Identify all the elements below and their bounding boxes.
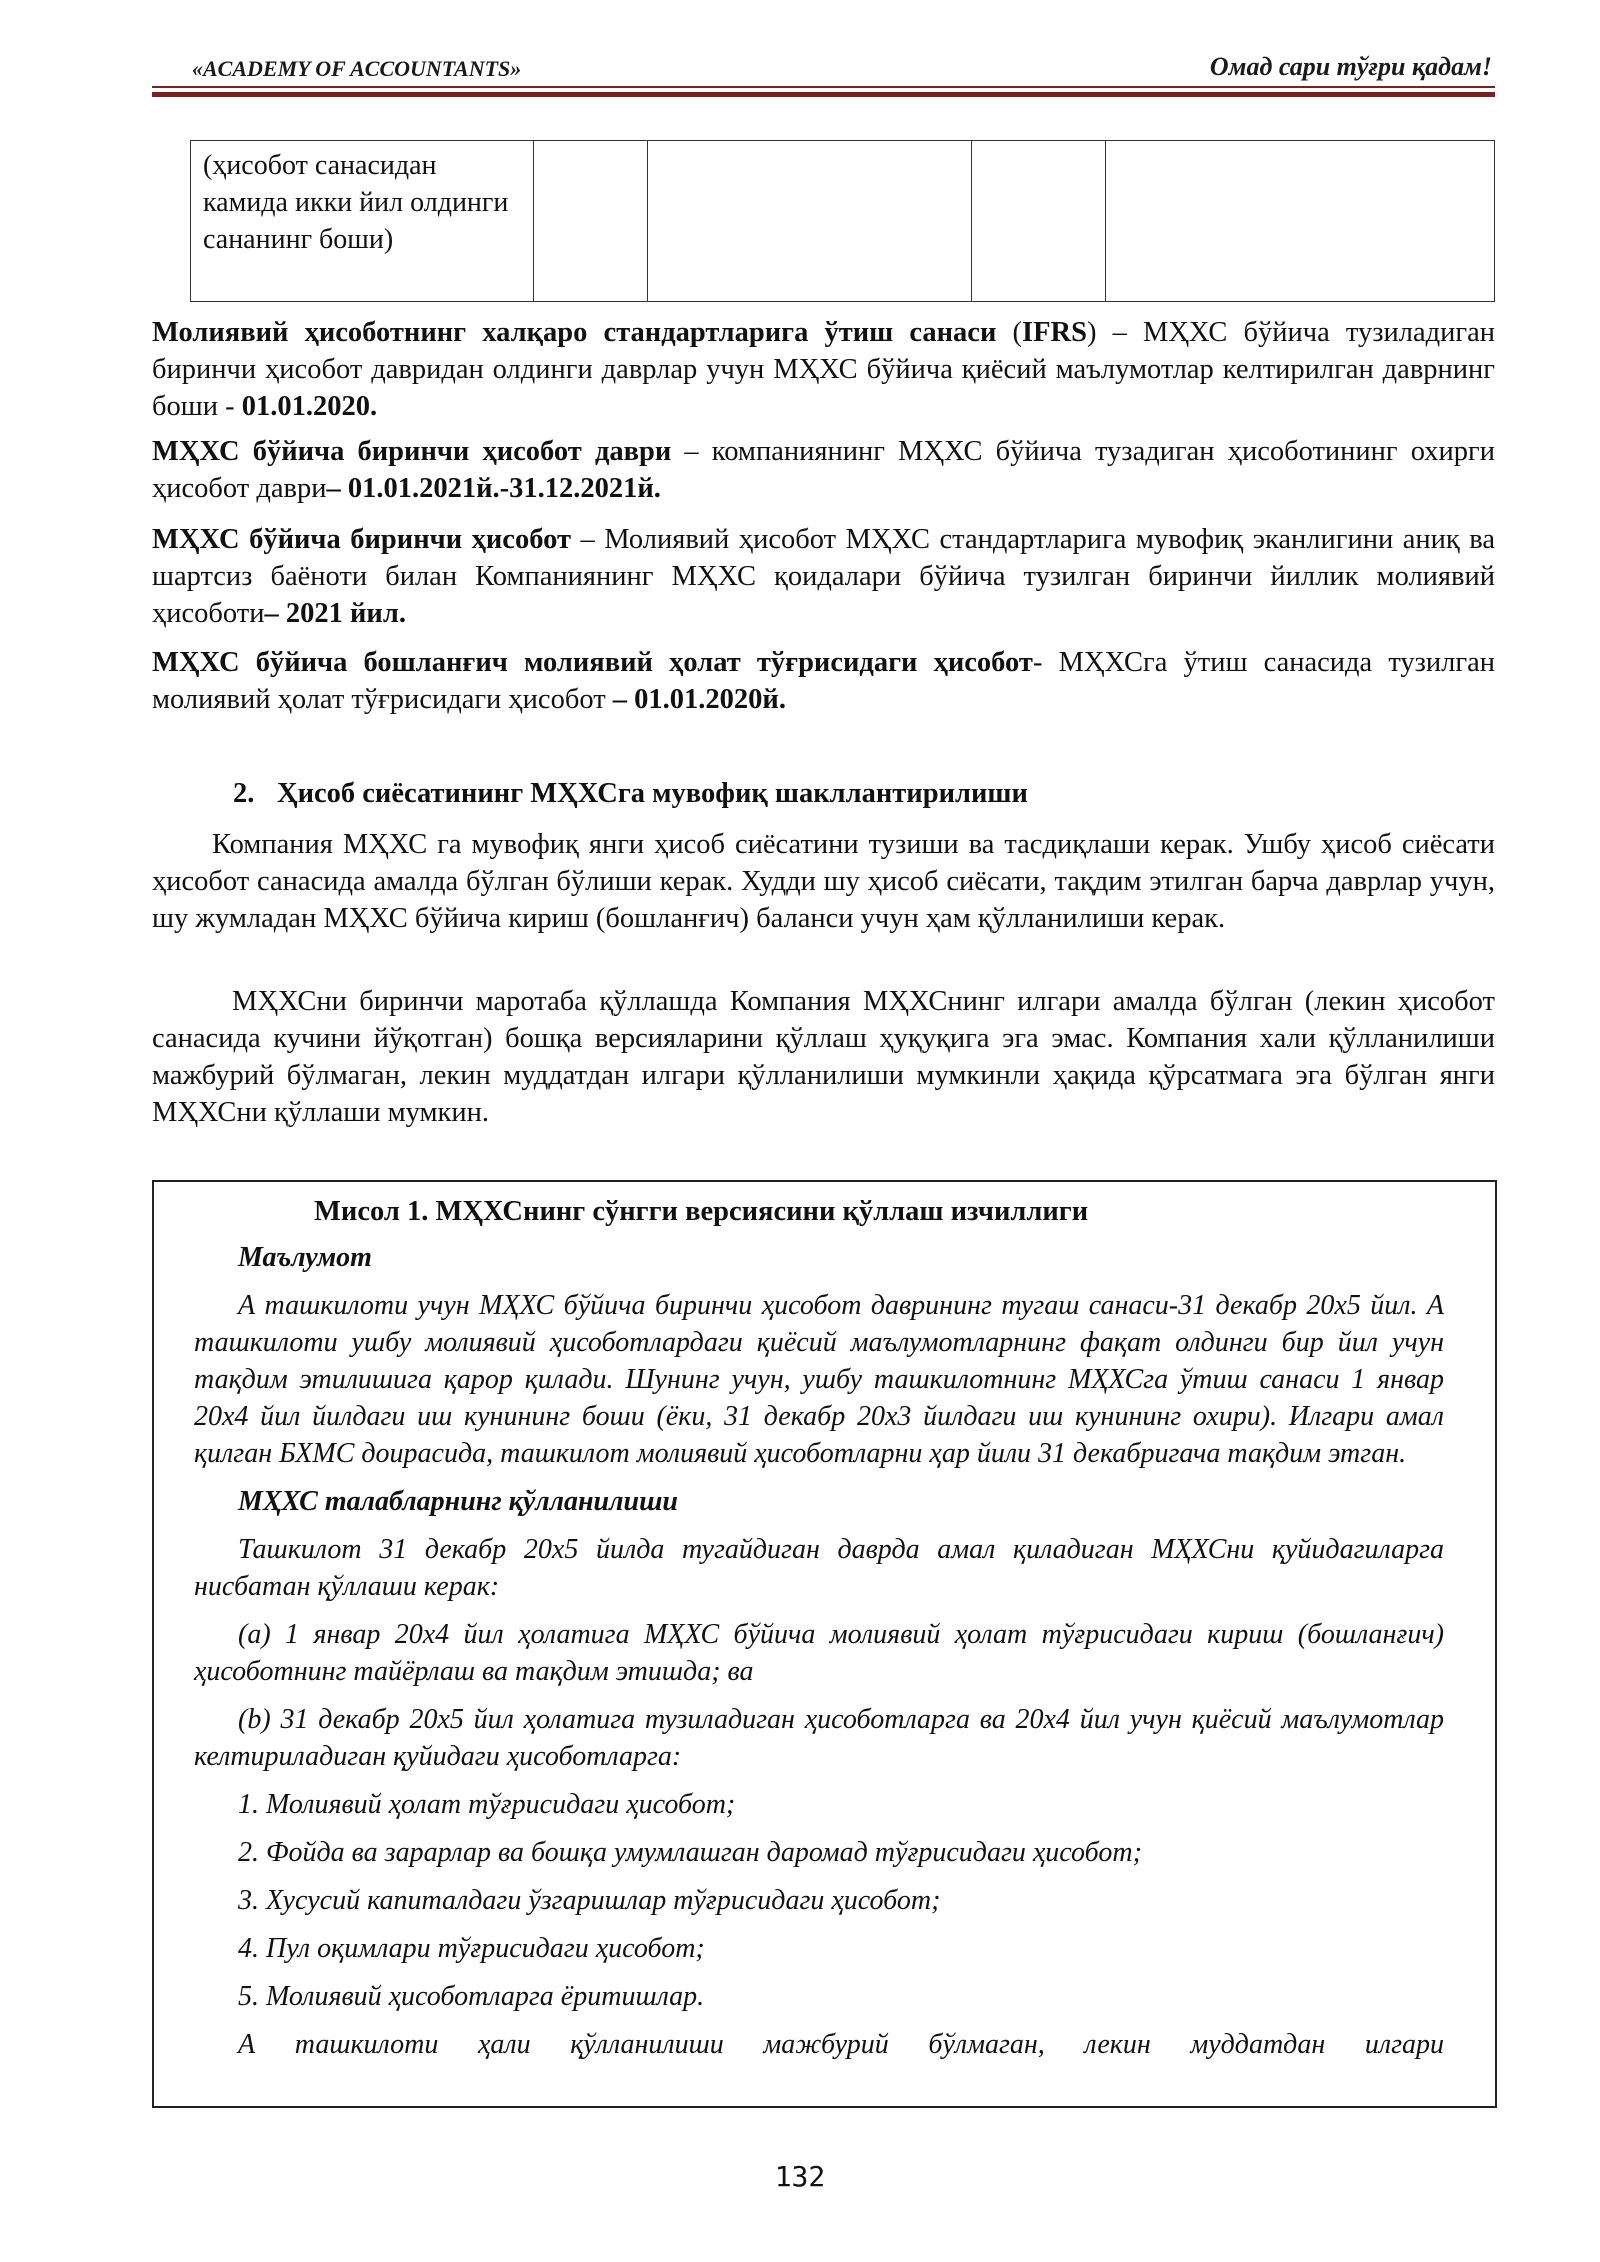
example-box [152, 1180, 1497, 2108]
list-item: 5. Молиявий ҳисоботларга ёритишлар. [238, 1981, 705, 2012]
list-item: 4. Пул оқимлари тўғрисидаги ҳисобот; [238, 1933, 705, 1964]
date: 01.01.2020. [241, 391, 378, 422]
list-item: 2. Фойда ва зарарлар ва бошқа умумлашган даромад тўғрисидаги ҳисобот; [238, 1837, 1142, 1868]
paragraph [152, 826, 1495, 937]
date: – 01.01.2021й.-31.12.2021й. [326, 473, 661, 504]
table-cell-empty [648, 141, 972, 302]
term: Молиявий ҳисоботнинг халқаро стандартларига ўтиш санаси [152, 317, 997, 348]
term: МҲХС бўйича биринчи ҳисобот [152, 524, 571, 555]
example-subheading: Маълумот [238, 1242, 372, 1273]
date: – 01.01.2020й. [612, 684, 786, 715]
example-paragraph: А ташкилоти ҳали қўлланилиши мажбурий бўлмаган, лекин муддатдан илгари [238, 2029, 1444, 2060]
definition-first-report [152, 521, 1495, 632]
example-paragraph: Ташкилот 31 декабр 20х5 йилда тугайдиган даврда амал қиладиган МҲХСни қуйидагиларга нисбатан қўллаши керак: [194, 1534, 1444, 1602]
table-cell-label: (ҳисобот санасидан камида икки йил олдинги сананинг боши) [191, 141, 534, 302]
header-rule-thick [152, 92, 1495, 97]
page-number: 132 [774, 2160, 826, 2193]
example-item-a: (а) 1 январ 20х4 йил ҳолатига МҲХС бўйича молиявий ҳолат тўғрисидаги кириш (бошланғич) ҳисоботнинг тайёрлаш ва тақдим этишда; ва [194, 1619, 1444, 1687]
definition-first-period [152, 433, 1495, 507]
header-right: Омад сари тўғри қадам! [1209, 52, 1492, 81]
text: ) – МҲХС бўйича тузиладиган биринчи ҳисобот давридан олдинги даврлар учун МҲХС бўйича қиёсий маълумотлар келтирилган даврнинг боши - [152, 317, 1495, 422]
term: МҲХС бўйича бошланғич молиявий ҳолат тўғрисидаги ҳисобот [152, 647, 1033, 678]
text: - МҲХСга ўтиш санасида тузилган молиявий ҳолат тўғрисидаги ҳисобот [152, 647, 1495, 715]
example-content [194, 1239, 1444, 2063]
table-cell-empty [972, 141, 1106, 302]
text: – компаниянинг МҲХС бўйича тузадиган ҳисоботининг охирги ҳисобот даври [152, 436, 1495, 504]
top-table [190, 140, 1495, 302]
definition-opening-statement [152, 644, 1495, 718]
abbr: IFRS [1022, 317, 1087, 348]
term: МҲХС бўйича биринчи ҳисобот даври [152, 436, 672, 467]
section-title: Ҳисоб сиёсатининг МҲХСга мувофиқ шакллантирилиши [277, 778, 1028, 809]
definition-transition-date [152, 314, 1495, 425]
date: – 2021 йил. [264, 598, 406, 629]
table-cell-empty [1106, 141, 1495, 302]
section-number: 2. [233, 778, 255, 809]
text: ( [996, 317, 1023, 348]
example-paragraph: А ташкилоти учун МҲХС бўйича биринчи ҳисобот даврининг тугаш санаси-31 декабр 20х5 йил. А ташкилоти ушбу молиявий ҳисоботлардаги қиёсий маълумотларнинг фақат олдинги бир йил учун тақдим этилишига қарор қилади. Шунинг учун, ушбу ташкилотнинг МҲХСга ўтиш санаси 1 январ 20х4 йил йилдаги иш кунининг боши (ёки, 31 декабр 20х3 йилдаги иш кунининг охири). Илгари амал қилган БХМС доирасида, ташкилот молиявий ҳисоботларни ҳар йили 31 декабригача тақдим этган. [194, 1290, 1444, 1469]
example-item-b: (b) 31 декабр 20х5 йил ҳолатига тузиладиган ҳисоботларга ва 20х4 йил учун қиёсий маълумотлар келтириладиган қуйидаги ҳисоботларга: [194, 1704, 1444, 1772]
table-cell-empty [534, 141, 648, 302]
text: – Молиявий ҳисобот МҲХС стандартларига мувофиқ эканлигини аниқ ва шартсиз баёноти билан Компаниянинг МҲХС қоидалари бўйича тузилган биринчи йиллик молиявий ҳисоботи [152, 524, 1496, 629]
example-subheading: МҲХС талабларнинг қўлланилиши [238, 1486, 678, 1517]
paragraph-text: Компания МҲХС га мувофиқ янги ҳисоб сиёсатини тузиши ва тасдиқлаши керак. Ушбу ҳисоб сиёсати ҳисобот санасида амалда бўлган бўлиши керак. Худди шу ҳисоб сиёсати, тақдим этилган барча даврлар учун, шу жумладан МҲХС бўйича кириш (бошланғич) баланси учун ҳам қўлланилиши керак. [152, 829, 1495, 934]
list-item: 3. Хусусий капиталдаги ўзгаришлар тўғрисидаги ҳисобот; [238, 1885, 941, 1916]
paragraph-text: МҲХСни биринчи маротаба қўллашда Компания МҲХСнинг илгари амалда бўлган (лекин ҳисобот санасида кучини йўқотган) бошқа версияларини қўллаш ҳуқуқига эга эмас. Компания хали қўлланилиши мажбурий бўлмаган, лекин муддатдан илгари қўлланилиши мумкинли ҳақида қўрсатмага эга бўлган янги МҲХСни қўллаши мумкин. [152, 986, 1495, 1128]
paragraph [152, 983, 1495, 1131]
section-heading [233, 778, 1028, 810]
header-rule-thin [152, 86, 1495, 88]
header-left: «ACADEMY OF ACCOUNTANTS» [192, 56, 522, 81]
list-item: 1. Молиявий ҳолат тўғрисидаги ҳисобот; [238, 1789, 736, 1820]
example-title: Мисол 1. МҲХСнинг сўнгги версиясини қўллаш изчиллиги [314, 1196, 1089, 1227]
